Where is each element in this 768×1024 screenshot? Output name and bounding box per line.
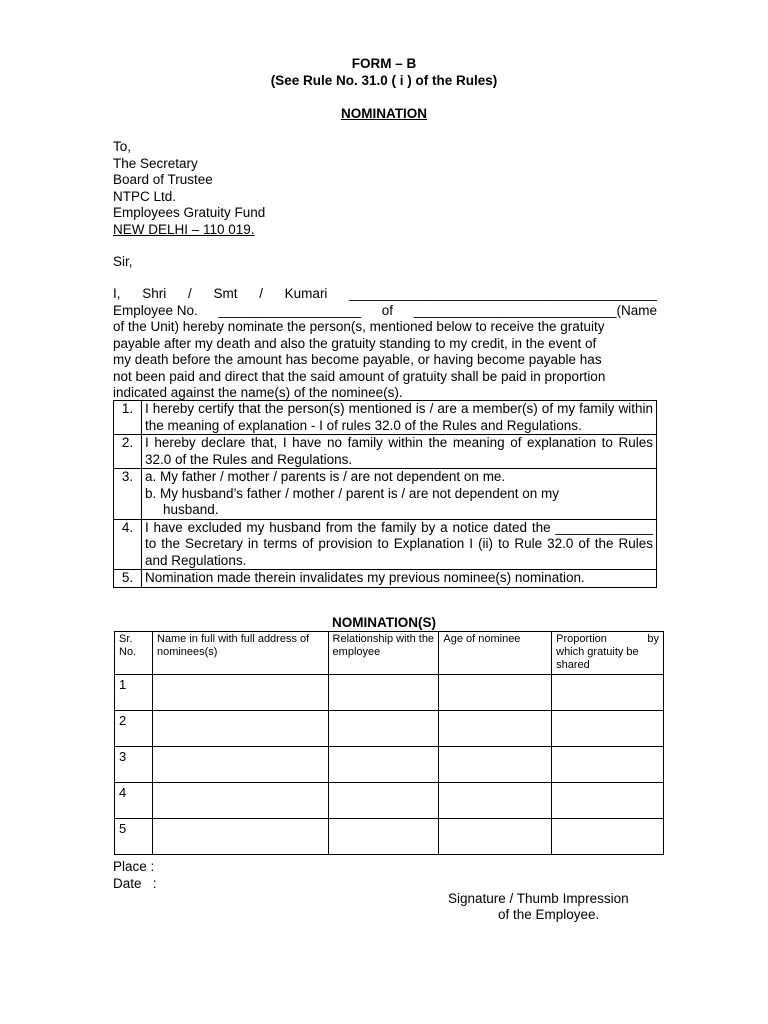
declaration-number: 4. bbox=[114, 519, 142, 570]
row-number: 3 bbox=[115, 747, 153, 783]
nominations-table bbox=[114, 631, 664, 855]
paragraph-line: not been paid and direct that the said amount of gratuity shall be paid in proportion bbox=[113, 368, 606, 384]
address-line: Board of Trustee bbox=[113, 172, 213, 187]
paragraph-line: indicated against the name(s) of the nominee(s). bbox=[113, 385, 403, 400]
relationship-cell[interactable] bbox=[328, 711, 439, 747]
declaration-row bbox=[114, 570, 657, 588]
address-block bbox=[113, 139, 265, 238]
text-proportion: Proportion bbox=[556, 633, 607, 645]
text-slash: / bbox=[259, 286, 263, 301]
declaration-text: I have excluded my husband from the family by a notice dated the _____________ to the Secretary in terms of provision to Explanation I (ii) to Rule 32.0 of the Rules and Regulations. bbox=[142, 519, 657, 570]
place-label: Place : bbox=[113, 859, 155, 874]
declaration-line-b: b. My husband’s father / mother / parent is / are not dependent on my bbox=[145, 485, 559, 501]
row-number: 2 bbox=[115, 711, 153, 747]
age-cell[interactable] bbox=[439, 675, 552, 711]
unit-name-blank: ___________________________(Name bbox=[413, 302, 657, 318]
declaration-row bbox=[114, 519, 657, 570]
text-slash: / bbox=[187, 286, 192, 301]
name-blank: _________________________________________ bbox=[349, 286, 657, 301]
header-age: Age of nominee bbox=[439, 632, 552, 675]
declaration-row bbox=[114, 401, 657, 435]
salutation: Sir, bbox=[113, 254, 133, 269]
row-number: 1 bbox=[115, 675, 153, 711]
declaration-line-b-cont: husband. bbox=[163, 502, 219, 517]
declaration-text: Nomination made therein invalidates my previous nominee(s) nomination. bbox=[142, 570, 657, 588]
age-cell[interactable] bbox=[439, 819, 552, 855]
nominee-name-cell[interactable] bbox=[152, 747, 328, 783]
proportion-cell[interactable] bbox=[552, 675, 664, 711]
row-number: 4 bbox=[115, 783, 153, 819]
nominee-name-cell[interactable] bbox=[152, 783, 328, 819]
nominee-name-cell[interactable] bbox=[152, 675, 328, 711]
header-sr-no: Sr. No. bbox=[115, 632, 153, 675]
address-line: To, bbox=[113, 139, 132, 154]
proportion-cell[interactable] bbox=[552, 819, 664, 855]
declaration-number: 2. bbox=[114, 435, 142, 469]
declaration-number: 3. bbox=[114, 469, 142, 520]
nominations-header-row bbox=[115, 632, 664, 675]
rule-reference: (See Rule No. 31.0 ( i ) of the Rules) bbox=[270, 73, 498, 88]
paragraph-line: of the Unit) hereby nominate the person(s, mentioned below to receive the gratuity bbox=[113, 319, 605, 334]
paragraph-line: payable after my death and also the gratuity standing to my credit, in the event of bbox=[113, 335, 597, 351]
declaration-text: I hereby certify that the person(s) mentioned is / are a member(s) of my family within the meaning of explanation - I of rules 32.0 of the Rules and Regulations. bbox=[142, 401, 657, 435]
declaration-row bbox=[114, 469, 657, 520]
row-number: 5 bbox=[115, 819, 153, 855]
date-label: Date : bbox=[113, 875, 157, 891]
header-name-address: Name in full with full address of nominees(s) bbox=[152, 632, 328, 675]
text-kumari: Kumari bbox=[284, 286, 328, 301]
relationship-cell[interactable] bbox=[328, 675, 439, 711]
nominations-title: NOMINATION(S) bbox=[332, 615, 436, 630]
paragraph-line: my death before the amount has become payable, or having become payable has bbox=[113, 352, 602, 367]
address-city: NEW DELHI – 110 019. bbox=[113, 221, 255, 237]
declaration-number: 1. bbox=[114, 401, 142, 435]
text-by: by bbox=[647, 633, 659, 645]
nomination-heading: NOMINATION bbox=[341, 106, 427, 121]
address-line: The Secretary bbox=[113, 155, 198, 171]
relationship-cell[interactable] bbox=[328, 747, 439, 783]
table-row bbox=[115, 675, 664, 711]
declaration-row bbox=[114, 435, 657, 469]
text-smt: Smt bbox=[213, 286, 238, 301]
table-row bbox=[115, 711, 664, 747]
proportion-rest: which gratuity be shared bbox=[556, 646, 639, 671]
page-heading bbox=[0, 106, 768, 121]
address-line: Employees Gratuity Fund bbox=[113, 205, 266, 220]
declaration-text: I hereby declare that, I have no family within the meaning of explanation to Rules 32.0 of the Rules and Regulations. bbox=[142, 435, 657, 469]
header-relationship: Relationship with the employee bbox=[328, 632, 439, 675]
declaration-number: 5. bbox=[114, 570, 142, 588]
table-row bbox=[115, 819, 664, 855]
declaration-line-a: a. My father / mother / parents is / are not dependent on me. bbox=[145, 469, 506, 484]
form-title: FORM – B bbox=[351, 56, 417, 71]
employee-no-blank: ___________________ bbox=[218, 302, 362, 318]
relationship-cell[interactable] bbox=[328, 783, 439, 819]
text-i: I, bbox=[113, 286, 121, 301]
table-row bbox=[115, 747, 664, 783]
relationship-cell[interactable] bbox=[328, 819, 439, 855]
text-employee-no: Employee No. bbox=[113, 302, 198, 318]
proportion-first-line bbox=[556, 633, 659, 646]
age-cell[interactable] bbox=[439, 783, 552, 819]
declaration-text bbox=[142, 469, 657, 520]
address-line: NTPC Ltd. bbox=[113, 188, 177, 204]
nominee-name-cell[interactable] bbox=[152, 711, 328, 747]
table-row bbox=[115, 783, 664, 819]
text-shri: Shri bbox=[142, 286, 167, 301]
signature-label: Signature / Thumb Impression bbox=[448, 891, 629, 906]
place-date-block bbox=[113, 859, 157, 892]
proportion-cell[interactable] bbox=[552, 783, 664, 819]
nominee-name-cell[interactable] bbox=[152, 819, 328, 855]
nomination-paragraph bbox=[113, 286, 657, 402]
declarations-table bbox=[113, 400, 657, 588]
employee-number-line bbox=[113, 303, 657, 320]
employee-name-line bbox=[113, 286, 657, 303]
proportion-cell[interactable] bbox=[552, 711, 664, 747]
text-of: of bbox=[381, 302, 394, 318]
age-cell[interactable] bbox=[439, 747, 552, 783]
header-proportion bbox=[552, 632, 664, 675]
age-cell[interactable] bbox=[439, 711, 552, 747]
proportion-cell[interactable] bbox=[552, 747, 664, 783]
signature-label-employee: of the Employee. bbox=[498, 907, 600, 922]
